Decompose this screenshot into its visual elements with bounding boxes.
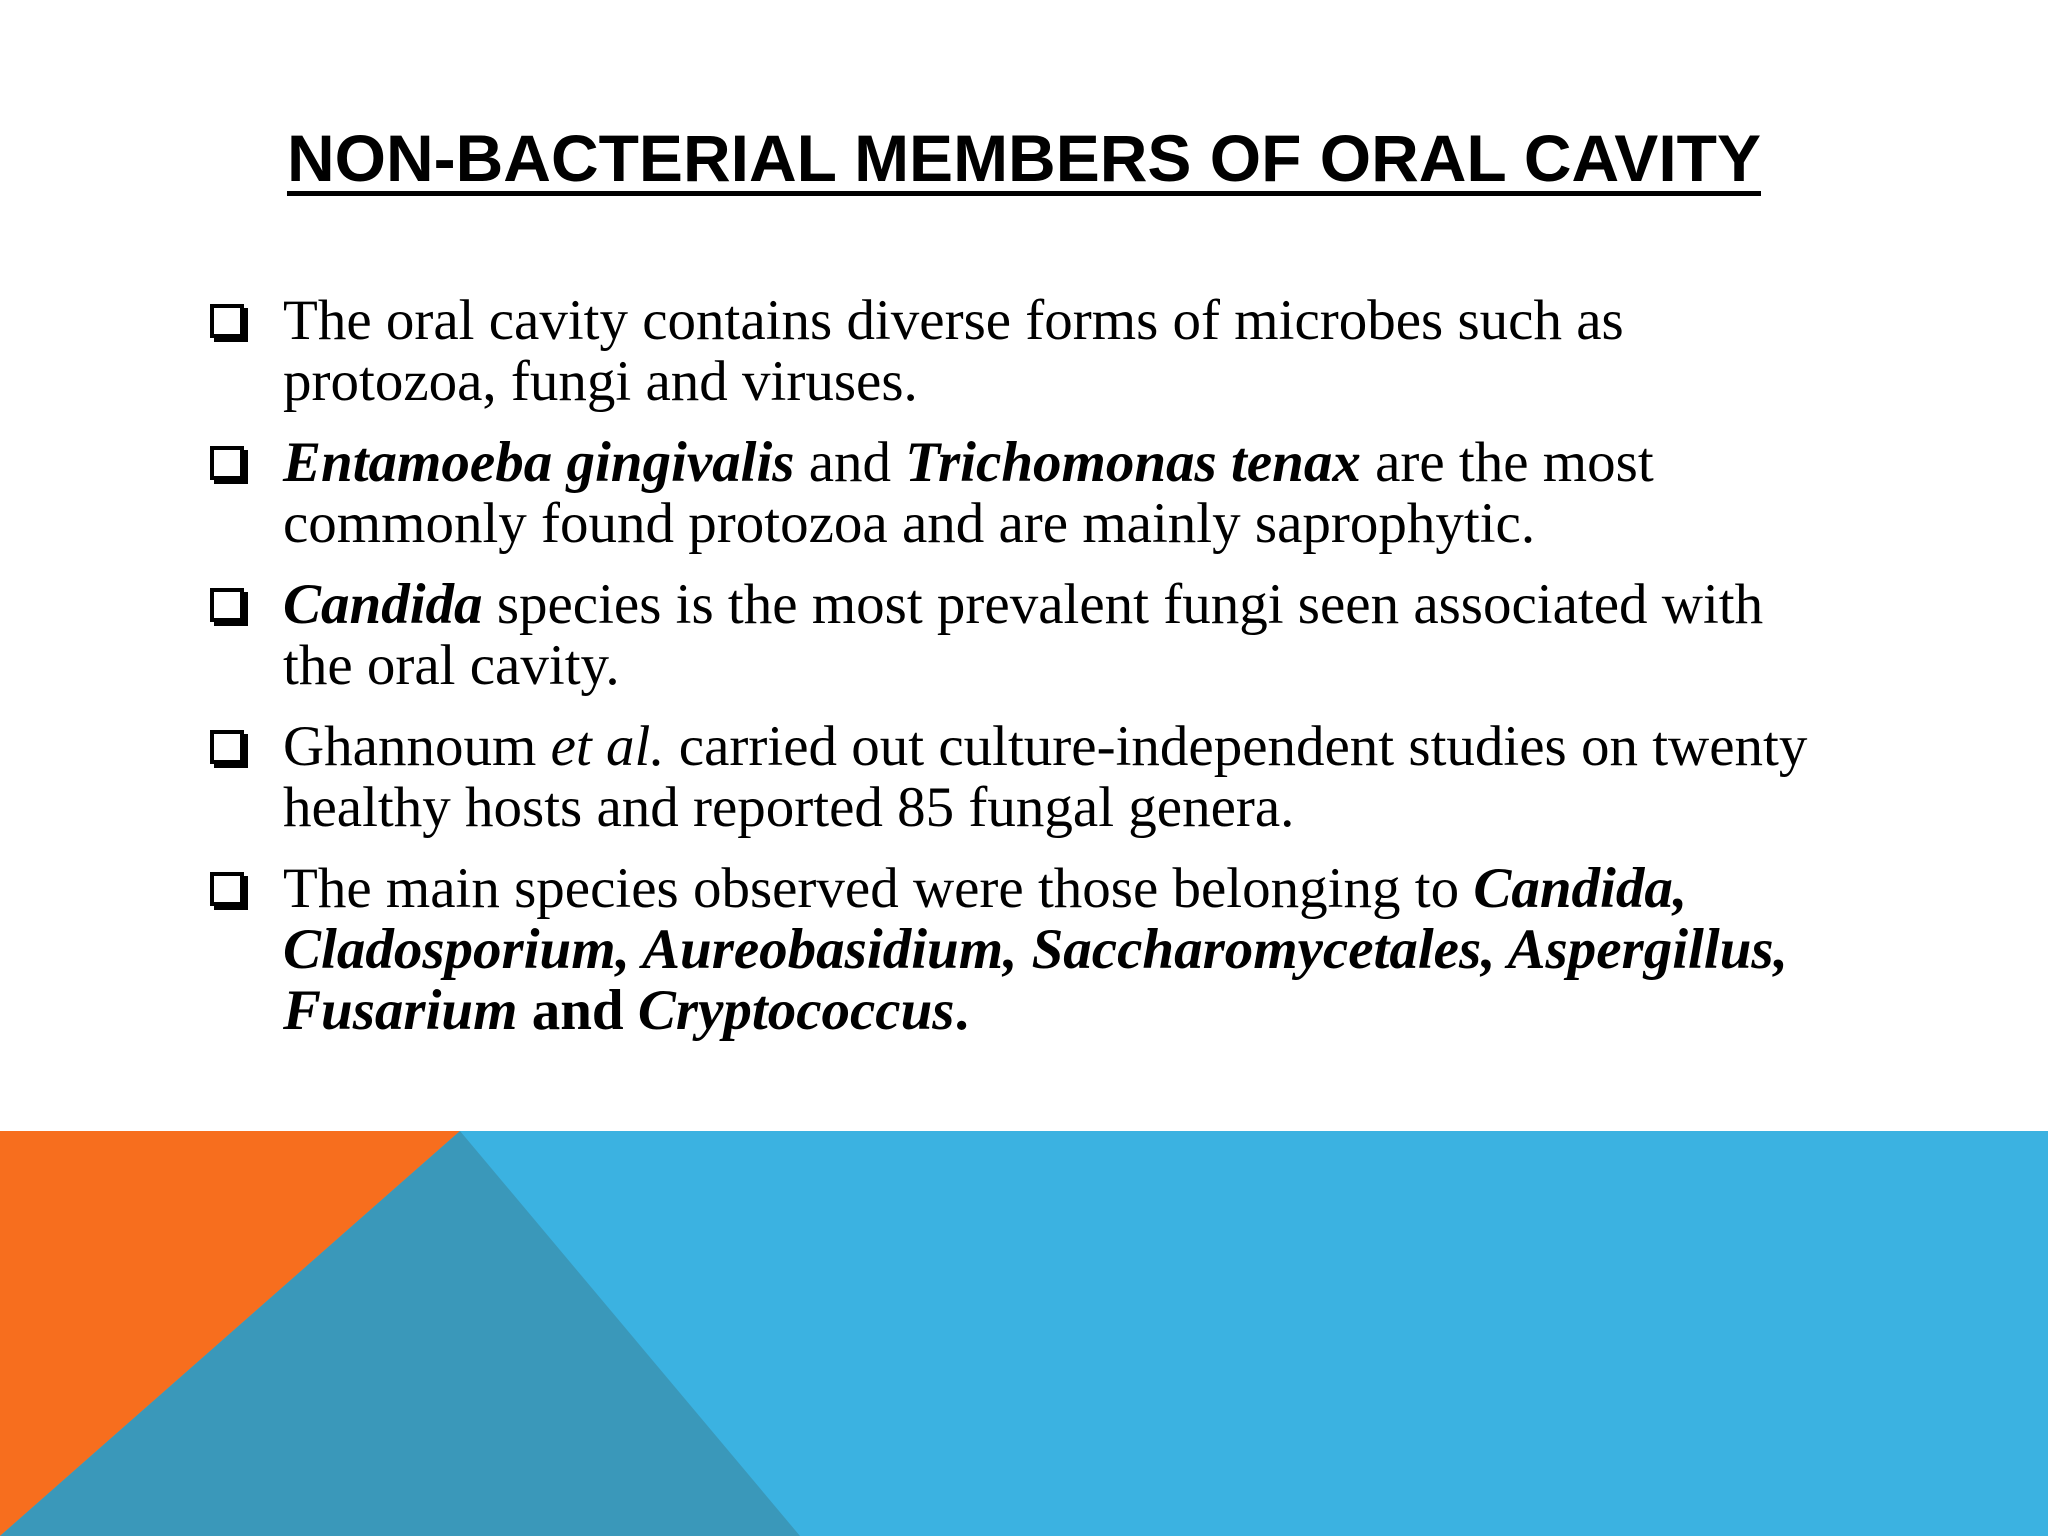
checkbox-square-icon <box>210 446 244 480</box>
bullet-item <box>206 574 1846 696</box>
checkbox-square-icon <box>210 872 244 906</box>
bullet-item <box>206 290 1846 412</box>
checkbox-square-icon <box>210 304 244 338</box>
species-name: Trichomonas tenax <box>905 431 1361 494</box>
bullet-list <box>206 290 1846 1061</box>
bullet-item <box>206 432 1846 554</box>
bullet-text: species is the most prevalent fungi seen associated with the oral cavity. <box>283 573 1764 697</box>
species-name: Candida, Cladosporium, Aureobasidium, Saccharomycetales, Aspergillus, Fusarium <box>283 857 1788 1042</box>
bullet-item <box>206 716 1846 838</box>
footer-decoration <box>0 1131 2048 1536</box>
bullet-item <box>206 858 1846 1041</box>
bullet-text: carried out culture-independent studies on twenty healthy hosts and reported 85 fungal genera. <box>283 715 1808 839</box>
italic-text: et al. <box>550 715 665 778</box>
species-name: Cryptococcus <box>637 979 955 1042</box>
bullet-text: The oral cavity contains diverse forms of microbes such as protozoa, fungi and viruses. <box>283 289 1624 413</box>
checkbox-square-icon <box>210 730 244 764</box>
bullet-text: and <box>794 431 906 494</box>
bullet-text: Ghannoum <box>283 715 551 778</box>
species-name: Entamoeba gingivalis <box>283 431 795 494</box>
bold-text: and <box>517 979 638 1042</box>
slide-title-text: NON-BACTERIAL MEMBERS OF ORAL CAVITY <box>286 121 1761 195</box>
checkbox-square-icon <box>210 588 244 622</box>
bold-text: . <box>954 979 969 1042</box>
bullet-text: are the most commonly found protozoa and are mainly saprophytic. <box>283 431 1654 555</box>
bullet-text: The main species observed were those belonging to <box>283 857 1474 920</box>
slide-title <box>0 118 2048 198</box>
species-name: Candida <box>283 573 483 636</box>
